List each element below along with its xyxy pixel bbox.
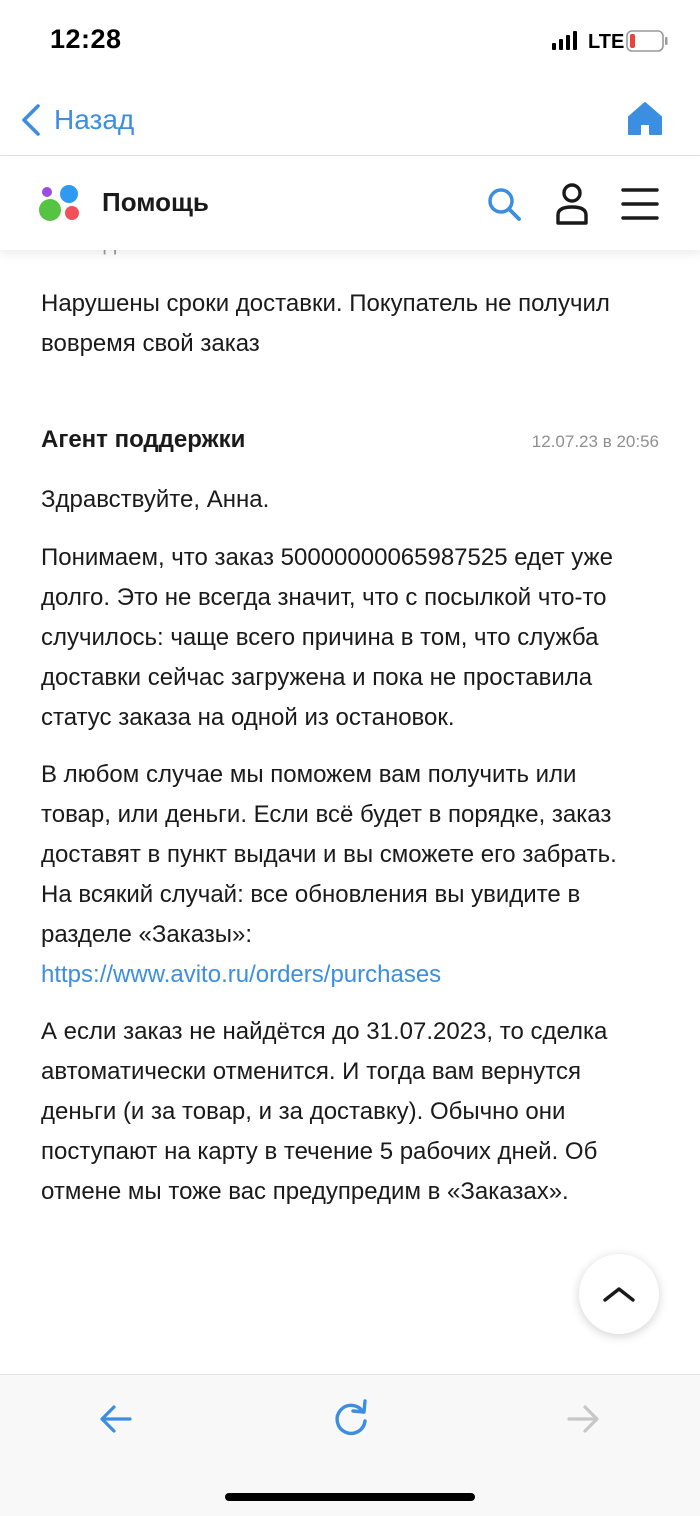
browser-bottom-bar (0, 1374, 700, 1516)
agent-paragraph: Понимаем, что заказ 50000000065987525 едет уже долго. Это не всегда значит, что с посылкой что-то случилось: чаще всего причина в том, что служба доставки сейчас загружена и пока не проставила статус заказа на одной из остановок. (41, 544, 613, 731)
battery-icon (626, 30, 668, 52)
chevron-up-icon (602, 1284, 636, 1304)
status-bar (0, 0, 700, 80)
orders-link[interactable]: https://www.avito.ru/orders/purchases (41, 961, 442, 988)
home-icon[interactable] (625, 98, 665, 138)
agent-message-header (41, 424, 661, 464)
arrow-left-icon[interactable] (98, 1401, 134, 1437)
signal-icon (552, 30, 578, 50)
arrow-right-icon[interactable] (565, 1401, 601, 1437)
avito-logo[interactable] (38, 184, 84, 224)
user-message: Нарушены сроки доставки. Покупатель не получил вовремя свой заказ (41, 290, 610, 357)
agent-name: Агент поддержки (41, 426, 246, 453)
page-title: Помощь (102, 187, 209, 217)
agent-greeting: Здравствуйте, Анна. (41, 486, 270, 513)
chevron-left-icon (20, 103, 42, 137)
agent-message (41, 424, 661, 1212)
conversation-thread[interactable] (0, 250, 700, 1374)
agent-paragraph-with-link (41, 755, 651, 995)
scroll-to-top-button[interactable] (579, 1254, 659, 1334)
home-indicator[interactable] (225, 1493, 475, 1501)
hamburger-icon[interactable] (620, 186, 660, 222)
agent-paragraph-text: В любом случае мы поможем вам получить или товар, или деньги. Если всё будет в порядке, заказ доставят в пункт выдачи и вы сможете его забрать. На всякий случай: все обновления вы увидите в разделе «Заказы»: (41, 761, 617, 948)
search-icon[interactable] (484, 184, 524, 224)
user-icon[interactable] (552, 182, 592, 226)
back-label: Назад (54, 104, 135, 135)
reload-icon[interactable] (331, 1399, 371, 1439)
browser-top-bar (0, 80, 700, 156)
network-label: LTE (588, 31, 625, 53)
agent-paragraph: А если заказ не найдётся до 31.07.2023, то сделка автоматически отменится. И тогда вам вернутся деньги (и за товар, и за доставку). Обычно они поступают на карту в течение 5 рабочих дней. Об отмене мы тоже вас предупредим в «Заказах». (41, 1018, 608, 1205)
back-button[interactable] (20, 100, 134, 140)
status-time: 12:28 (50, 24, 122, 54)
app-header (0, 156, 700, 250)
message-timestamp: 12.07.23 в 20:56 (531, 432, 659, 451)
